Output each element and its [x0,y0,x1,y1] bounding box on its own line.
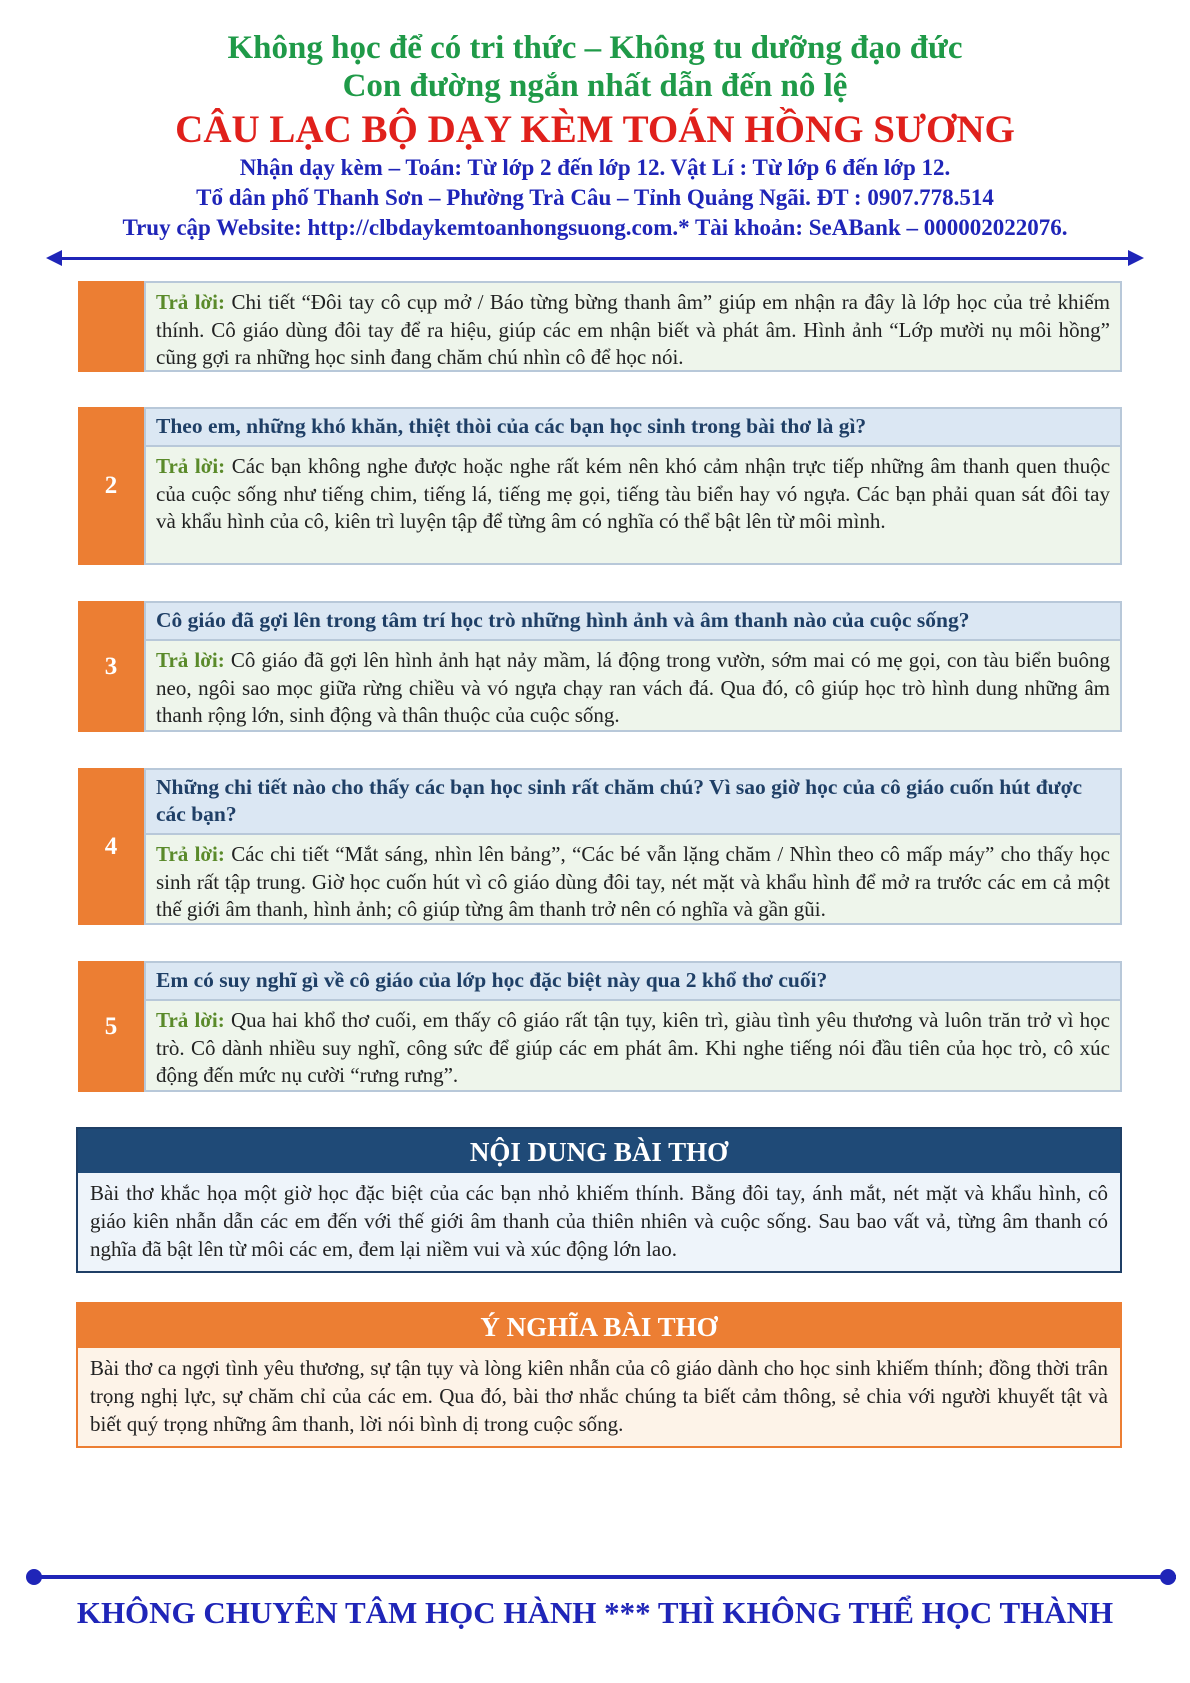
answer-label: Trả lời: [156,1008,225,1032]
poem-content-box [76,1127,1122,1273]
footer-divider [33,1575,1176,1579]
answer-label: Trả lời: [156,454,226,478]
qa-number: 5 [78,961,144,1092]
answer-text: Qua hai khổ thơ cuối, em thấy cô giáo rất tận tụy, kiên trì, giàu tình yêu thương và luôn trăn trở vì học trò. Cô dành nhiều suy nghĩ, công sức để giúp các em phát âm. Khi nghe tiếng nói đầu tiên của học trò, cô xúc động đến mức nụ cười “rưng rưng”. [156,1008,1111,1087]
poem-content-body: Bài thơ khắc họa một giờ học đặc biệt của các bạn nhỏ khiếm thính. Bằng đôi tay, ánh mắt, nét mặt và khẩu hình, cô giáo kiên nhẫn dẫn các em đến với thế giới âm thanh của thiên nhiên và cuộc sống. Sau bao vất vả, từng âm thanh có nghĩa đã bật lên từ môi các em, đem lại niềm vui và xúc động lớn lao. [78,1173,1120,1271]
divider-left-arrow-icon [46,250,62,266]
qa-item-2 [78,407,1122,565]
divider-right-arrow-icon [1128,250,1144,266]
qa-question: Em có suy nghĩ gì về cô giáo của lớp học đặc biệt này qua 2 khổ thơ cuối? [144,961,1122,1001]
qa-number: 2 [78,407,144,565]
club-name: CÂU LẠC BỘ DẠY KÈM TOÁN HỒNG SƯƠNG [175,107,1015,151]
qa-number: 4 [78,768,144,925]
qa-number [78,281,144,372]
poem-meaning-box [76,1302,1122,1448]
answer-text: Cô giáo đã gợi lên hình ảnh hạt nảy mầm, lá động trong vườn, sớm mai có mẹ gọi, con tàu biển buông neo, ngôi sao mọc giữa rừng chiều và vó ngựa chạy ran vách đá. Qua đó, cô giúp học trò hình dung những âm thanh rộng lớn, sinh động và thân thuộc của cuộc sống. [156,648,1111,727]
answer-text: Các bạn không nghe được hoặc nghe rất kém nên khó cảm nhận trực tiếp những âm thanh quen thuộc của cuộc sống như tiếng chim, tiếng lá, tiếng mẹ gọi, tiếng tàu biển hay vó ngựa. Các bạn phải quan sát đôi tay và khẩu hình của cô, kiên trì luyện tập để từng âm có nghĩa có thể bật lên từ môi mình. [156,454,1111,533]
qa-question: Theo em, những khó khăn, thiệt thòi của các bạn học sinh trong bài thơ là gì? [144,407,1122,447]
qa-answer [144,445,1122,565]
poem-meaning-title: Ý NGHĨA BÀI THƠ [78,1304,1120,1348]
info-line-3: Truy cập Website: http://clbdaykemtoanhongsuong.com.* Tài khoản: SeABank – 000002022076. [122,214,1068,240]
answer-label: Trả lời: [156,842,225,866]
answer-text: Chi tiết “Đôi tay cô cụp mở / Báo từng bừng thanh âm” giúp em nhận ra đây là lớp học của trẻ khiếm thính. Cô giáo dùng đôi tay để ra hiệu, giúp các em nhận biết và phát âm. Hình ảnh “Lớp mười nụ môi hồng” cũng gợi ra những học sinh đang chăm chú nhìn cô để học nói. [156,290,1111,369]
footer-slogan: KHÔNG CHUYÊN TÂM HỌC HÀNH *** THÌ KHÔNG THỂ HỌC THÀNH [76,1595,1114,1630]
qa-item-1 [78,281,1122,372]
qa-question: Cô giáo đã gợi lên trong tâm trí học trò những hình ảnh và âm thanh nào của cuộc sống? [144,601,1122,641]
qa-item-5 [78,961,1122,1092]
qa-answer [144,639,1122,732]
motto-line-2: Con đường ngắn nhất dẫn đến nô lệ [342,67,848,104]
qa-number: 3 [78,601,144,732]
poem-content-title: NỘI DUNG BÀI THƠ [78,1129,1120,1173]
qa-answer [144,999,1122,1092]
motto-line-1: Không học để có tri thức – Không tu dưỡng đạo đức [227,30,963,66]
qa-question: Những chi tiết nào cho thấy các bạn học sinh rất chăm chú? Vì sao giờ học của cô giáo cuốn hút được các bạn? [144,768,1122,835]
qa-answer [144,833,1122,925]
divider-left-dot-icon [26,1569,42,1585]
answer-text: Các chi tiết “Mắt sáng, nhìn lên bảng”, “Các bé vẫn lặng chăm / Nhìn theo cô mấp máy” cho thấy học sinh rất tập trung. Giờ học cuốn hút vì cô giáo dùng đôi tay, nét mặt và khẩu hình để mở ra trước các em cả một thế giới âm thanh, hình ảnh; cô giúp từng âm thanh trở nên có nghĩa và gần gũi. [156,842,1111,921]
qa-item-3 [78,601,1122,732]
answer-label: Trả lời: [156,648,225,672]
page-header [0,30,1190,242]
qa-answer [144,281,1122,372]
header-divider [60,257,1130,260]
qa-item-4 [78,768,1122,925]
info-line-1: Nhận dạy kèm – Toán: Từ lớp 2 đến lớp 12. Vật Lí : Từ lớp 6 đến lớp 12. [239,154,951,180]
poem-meaning-body: Bài thơ ca ngợi tình yêu thương, sự tận tụy và lòng kiên nhẫn của cô giáo dành cho học sinh khiếm thính; đồng thời trân trọng nghị lực, sự chăm chỉ của các em. Qua đó, bài thơ nhắc chúng ta biết cảm thông, sẻ chia với người khuyết tật và biết quý trọng những âm thanh, lời nói bình dị trong cuộc sống. [78,1348,1120,1446]
answer-label: Trả lời: [156,290,225,314]
divider-right-dot-icon [1160,1569,1176,1585]
info-line-2: Tổ dân phố Thanh Sơn – Phường Trà Câu – Tỉnh Quảng Ngãi. ĐT : 0907.778.514 [196,184,994,210]
